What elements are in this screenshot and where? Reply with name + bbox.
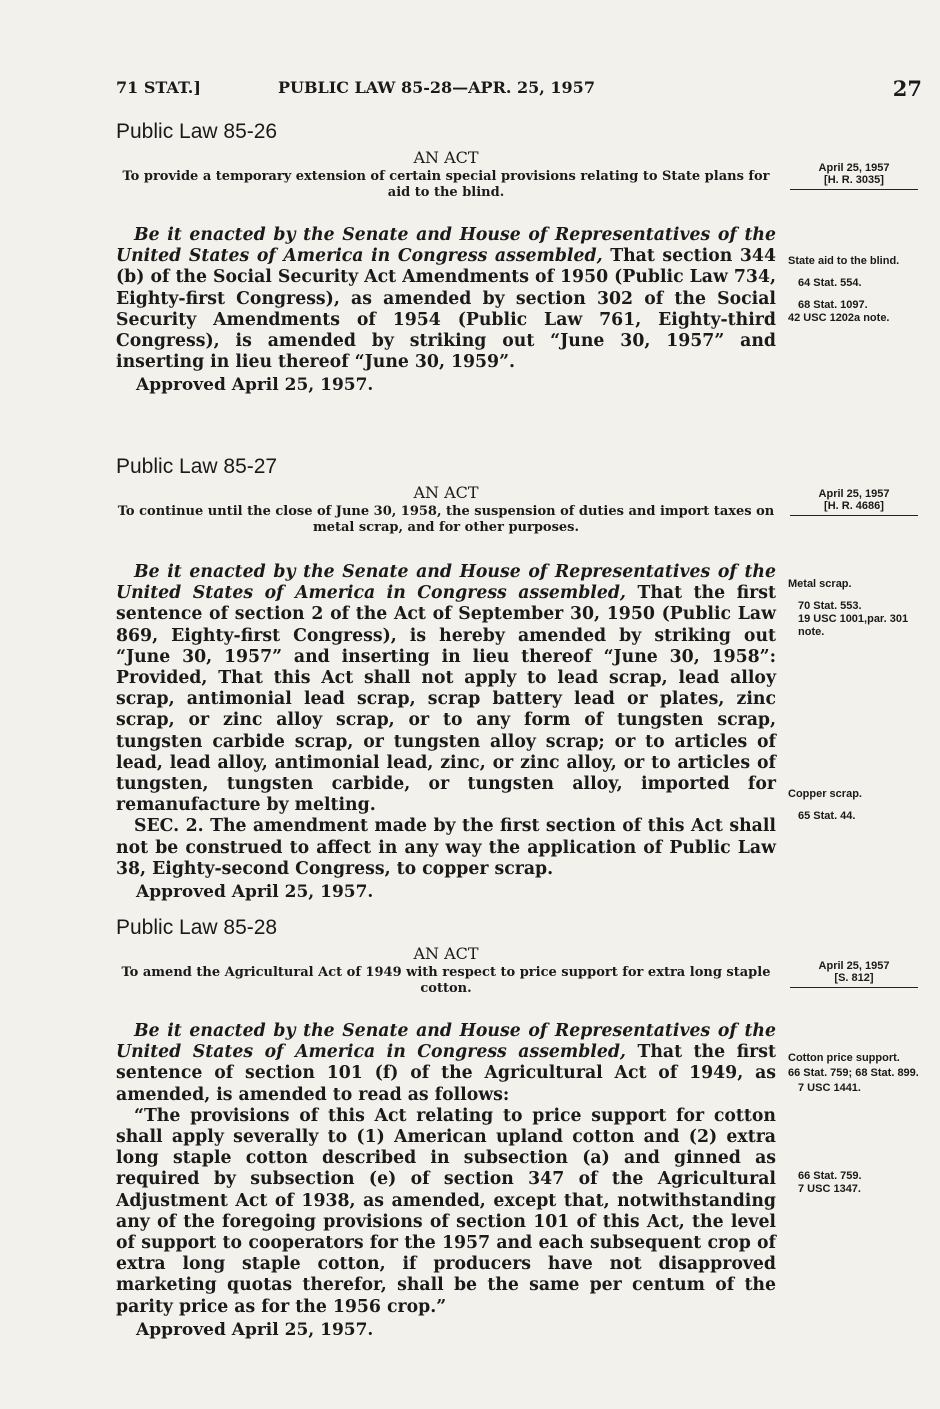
margin-note: Copper scrap.	[788, 788, 862, 800]
law-85-27	[116, 455, 776, 902]
law-85-28	[116, 916, 776, 1340]
an-act-heading: AN ACT	[413, 483, 479, 502]
header-title: PUBLIC LAW 85-28—APR. 25, 1957	[278, 78, 595, 97]
margin-note: Metal scrap.	[788, 578, 852, 590]
section-paragraph: SEC. 2. The amendment made by the first section of this Act shall not be construed to affect in any way the application of Public Law 38, Eighty-second Congress, to copper scrap.	[116, 816, 776, 879]
stat-volume: 71 STAT.]	[116, 78, 201, 97]
body-text: That the first sentence of section 2 of the Act of September 30, 1950 (Public Law 869, Eighty-first Congress), is hereby amended by striking out “June 30, 1957” and inserting in lieu thereof “June 30, 1958”: Provided, That this Act shall not apply to lead scrap, lead alloy scrap, antimonial lead scrap, scrap battery lead or plates, zinc scrap, or zinc alloy scrap, or to any form of tungsten scrap, tungsten carbide scrap, or tungsten alloy scrap; or to articles of lead, lead alloy, antimonial lead, zinc, or zinc alloy, or to articles of tungsten, tungsten carbide, or tungsten alloy, imported for remanufacture by melting.	[116, 583, 776, 816]
act-purpose: To provide a temporary extension of certain special provisions relating to State plans for aid to the blind.	[122, 169, 770, 200]
enactment-date: April 25, 1957	[818, 162, 890, 174]
enactment-date-box	[790, 162, 918, 190]
margin-note: 7 USC 1441.	[798, 1082, 861, 1094]
margin-note: Cotton price support.	[788, 1052, 900, 1064]
margin-note: 65 Stat. 44.	[798, 810, 856, 822]
margin-note: 66 Stat. 759.	[798, 1170, 862, 1182]
body-text: That section 344 (b) of the Social Security Act Amendments of 1950 (Public Law 734, Eighty-first Congress), as amended by section 302 of the Social Security Amendments of 1954 (Public Law 761, Eighty-third Congress), is amended by striking out “June 30, 1957” and inserting in lieu thereof “June 30, 1959”.	[116, 246, 776, 373]
margin-notes	[788, 1052, 928, 1104]
margin-note: 19 USC 1001,par. 301 note.	[798, 613, 909, 638]
margin-note: 70 Stat. 553.	[798, 600, 862, 612]
an-act-heading: AN ACT	[413, 944, 479, 963]
margin-note: 64 Stat. 554.	[798, 277, 862, 289]
act-purpose: To continue until the close of June 30, 1958, the suspension of duties and import taxes on metal scrap, and for other purposes.	[117, 504, 775, 535]
enacting-paragraph	[116, 225, 776, 373]
law-title: Public Law 85-26	[116, 120, 278, 143]
page-number: 27	[892, 76, 922, 101]
margin-note: State aid to the blind.	[788, 255, 900, 267]
running-header	[116, 78, 922, 102]
enacting-paragraph	[116, 562, 776, 816]
quoted-paragraph: “The provisions of this Act relating to price support for cotton shall apply severally to (1) American upland cotton and (2) extra long staple cotton described in subsection (a) and ginned as required by subsection (e) of section 347 of the Agricultural Adjustment Act of 1938, as amended, except that, notwithstanding any of the foregoing provisions of section 101 of this Act, the level of support to cooperators for the 1957 and each subsequent crop of extra long staple cotton, if producers have not disapproved marketing quotas therefor, shall be the same per centum of the parity price as for the 1956 crop.”	[116, 1105, 776, 1317]
margin-note: 68 Stat. 1097.	[798, 299, 868, 311]
margin-note: 7 USC 1347.	[798, 1183, 861, 1195]
margin-note: 42 USC 1202a note.	[788, 312, 890, 324]
enactment-date-box	[790, 960, 918, 988]
enacting-clause: Be it enacted by the Senate and House of Representatives of the United States of America in Congress assembled,	[116, 1021, 776, 1063]
bill-number: [H. R. 4686]	[824, 500, 884, 512]
margin-notes	[788, 255, 928, 334]
margin-notes	[788, 788, 928, 832]
margin-note: 66 Stat. 759; 68 Stat. 899.	[788, 1067, 919, 1079]
approved-line: Approved April 25, 1957.	[136, 375, 374, 396]
enacting-paragraph	[116, 1021, 776, 1106]
an-act-heading: AN ACT	[413, 148, 479, 167]
law-title: Public Law 85-28	[116, 916, 278, 939]
approved-line: Approved April 25, 1957.	[136, 1319, 374, 1340]
margin-notes	[788, 1170, 928, 1205]
margin-notes	[788, 578, 928, 648]
approved-line: Approved April 25, 1957.	[136, 882, 374, 903]
law-title: Public Law 85-27	[116, 455, 278, 478]
enactment-date: April 25, 1957	[818, 960, 890, 972]
law-85-26	[116, 120, 776, 395]
enacting-clause: Be it enacted by the Senate and House of Representatives of the United States of America in Congress assembled,	[116, 225, 776, 267]
law-body	[116, 225, 776, 373]
enactment-date-box	[790, 488, 918, 516]
enacting-clause: Be it enacted by the Senate and House of Representatives of the United States of America in Congress assembled,	[116, 562, 776, 604]
bill-number: [H. R. 3035]	[824, 174, 884, 186]
bill-number: [S. 812]	[834, 972, 874, 984]
law-body	[116, 1021, 776, 1318]
body-text: That the first sentence of section 101 (f) of the Agricultural Act of 1949, as amended, is amended to read as follows:	[116, 1042, 776, 1105]
law-body	[116, 562, 776, 880]
enactment-date: April 25, 1957	[818, 488, 890, 500]
act-purpose: To amend the Agricultural Act of 1949 with respect to price support for extra long staple cotton.	[121, 965, 771, 996]
